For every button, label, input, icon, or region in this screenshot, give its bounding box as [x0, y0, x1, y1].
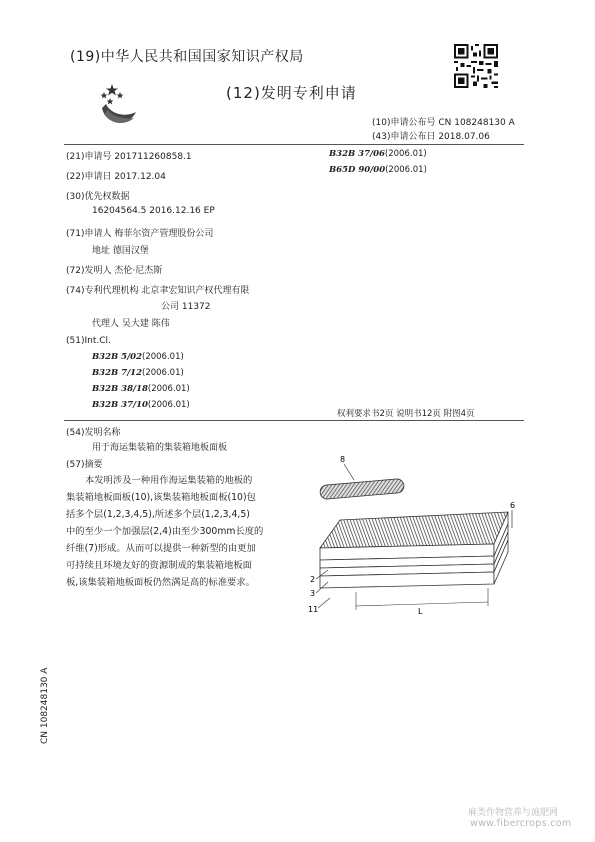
inventor: (72)发明人 杰伦·尼杰斯	[66, 266, 163, 276]
application-date: (22)申请日 2017.12.04	[66, 172, 166, 182]
publication-date: (43)申请公布日 2018.07.06	[372, 132, 490, 142]
watermark-text: 麻类作物营养与施肥网	[468, 808, 559, 818]
ipc-item: B32B 37/06(2006.01)	[329, 149, 427, 159]
ipc-item: B32B 38/18(2006.01)	[92, 384, 190, 394]
application-number: (21)申请号 201711260858.1	[66, 152, 192, 162]
ipc-item: B32B 7/12(2006.01)	[92, 368, 184, 378]
abstract-label: (57)摘要	[66, 460, 103, 470]
applicant: (71)申请人 梅菲尔资产管理股份公司	[66, 229, 214, 239]
cnipa-logo	[96, 78, 142, 124]
abstract-line: 纤维(7)形成。从而可以提供一种新型的由更加	[66, 543, 256, 554]
abstract-line: 括多个层(1,2,3,4,5),所述多个层(1,2,3,4,5)	[66, 509, 250, 520]
agency-line-2: 公司 11372	[161, 302, 211, 312]
figure-label: 3	[310, 589, 316, 598]
intcl-title: (51)Int.Cl.	[66, 336, 111, 346]
agent: 代理人 吴大建 陈伟	[92, 319, 170, 329]
figure-label: 2	[310, 575, 316, 584]
header-divider	[64, 144, 524, 145]
abstract-line: 集装箱地板面板(10),该集装箱地板面板(10)包	[66, 492, 256, 503]
agency-line-1: (74)专利代理机构 北京聿宏知识产权代理有限	[66, 286, 250, 296]
figure-label: L	[418, 607, 423, 616]
abstract-text	[66, 472, 294, 591]
abstract-line: 中的至少一个加强层(2,4)由至少300mm长度的	[66, 526, 264, 537]
abstract-line: 板,该集装箱地板面板仍然满足高的标准要求。	[66, 577, 255, 588]
ipc-item: B65D 90/00(2006.01)	[329, 165, 427, 175]
container-floor-panel-figure	[298, 448, 526, 626]
reinforcement-layer	[320, 512, 508, 548]
watermark-url: www.fibercrops.com	[470, 818, 572, 829]
qr-code	[454, 44, 498, 88]
patent-office-name: (19)中华人民共和国国家知识产权局	[70, 49, 304, 65]
page-counts: 权利要求书2页 说明书12页 附图4页	[337, 409, 475, 419]
section-divider	[64, 420, 524, 421]
ipc-item: B32B 5/02(2006.01)	[92, 352, 184, 362]
title-label: (54)发明名称	[66, 428, 121, 438]
priority-title: (30)优先权数据	[66, 192, 130, 202]
fiber-rod	[320, 478, 405, 499]
abstract-line: 可持续且环境友好的资源制成的集装箱地板面	[66, 560, 252, 571]
document-type: (12)发明专利申请	[226, 84, 357, 102]
figure-label: 6	[510, 501, 516, 510]
invention-title: 用于海运集装箱的集装箱地板面板	[92, 443, 228, 453]
applicant-address: 地址 德国汉堡	[92, 246, 149, 256]
figure-label: 8	[340, 455, 346, 464]
ipc-item: B32B 37/10(2006.01)	[92, 400, 190, 410]
abstract-line: 本发明涉及一种用作海运集装箱的地板的	[85, 475, 253, 486]
publication-number: (10)申请公布号 CN 108248130 A	[372, 118, 515, 128]
priority-value: 16204564.5 2016.12.16 EP	[92, 206, 215, 216]
figure-label: 11	[308, 605, 319, 614]
side-publication-number: CN 108248130 A	[40, 667, 50, 744]
